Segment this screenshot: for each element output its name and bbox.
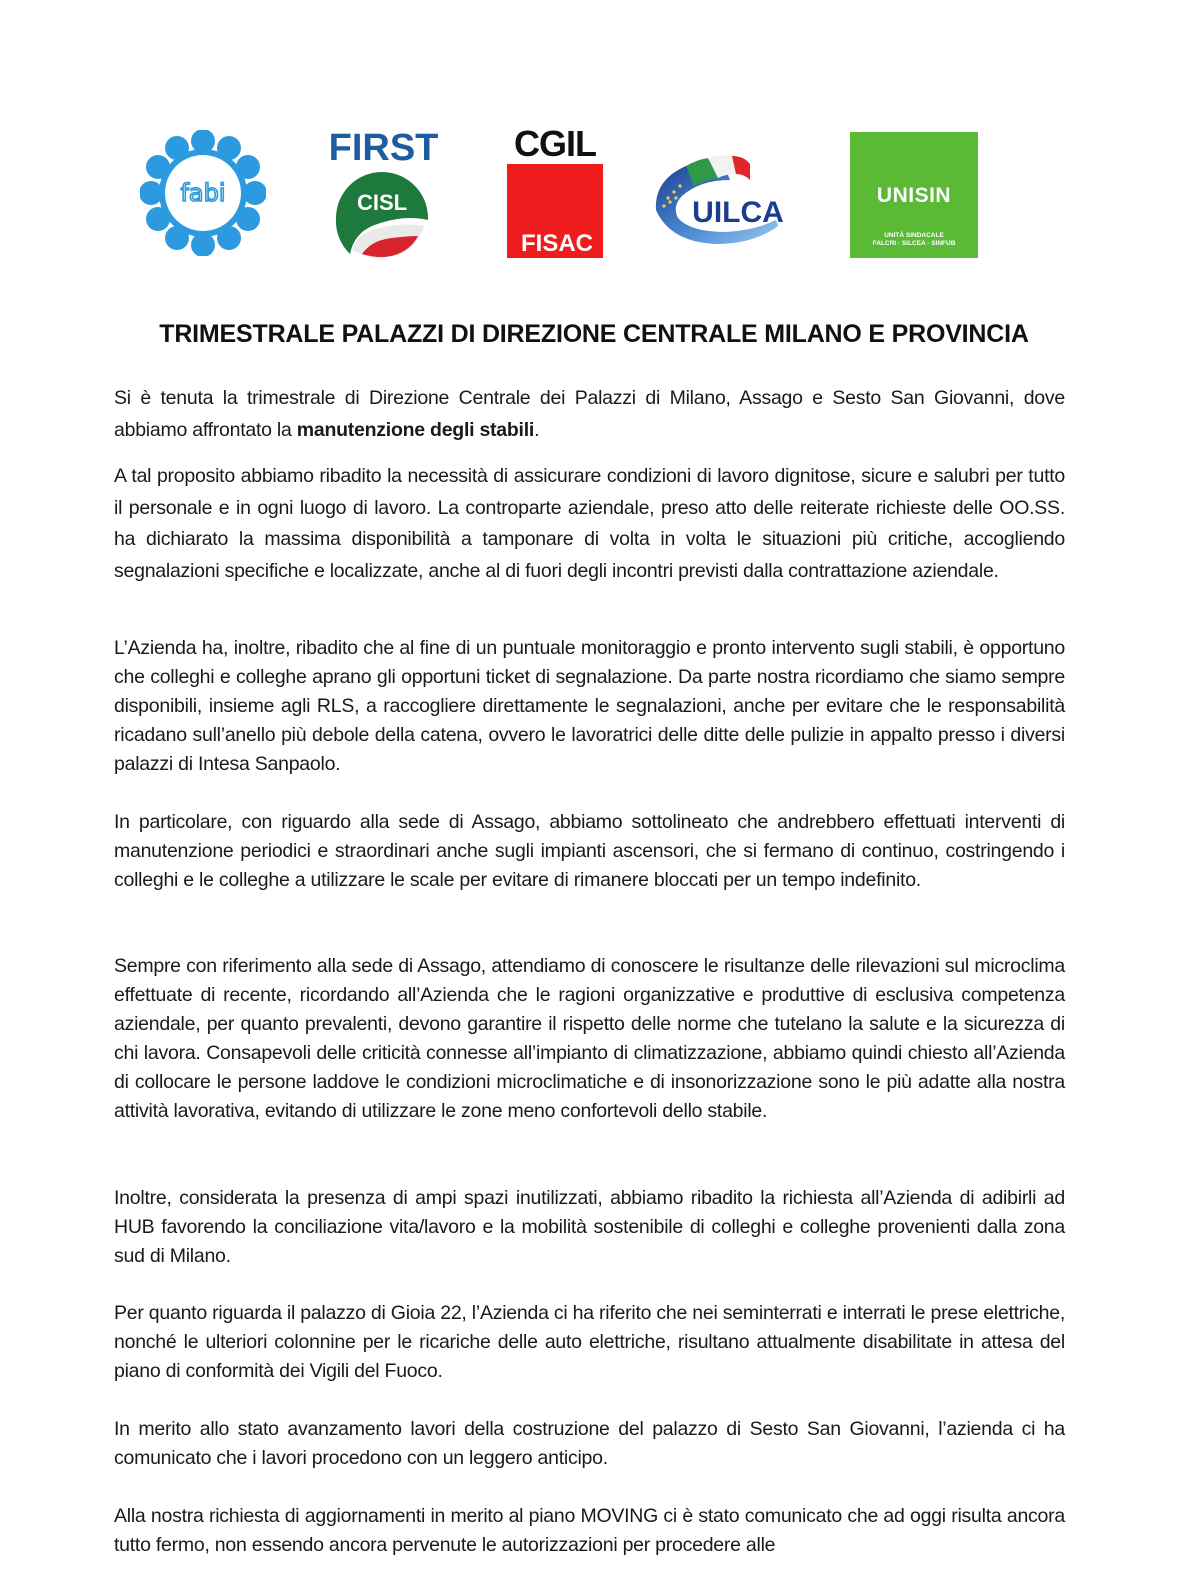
fabi-flower-icon bbox=[140, 130, 266, 256]
paragraph-hub bbox=[114, 1184, 1065, 1271]
paragraph-intro-emphasis: manutenzione degli stabili bbox=[296, 418, 535, 441]
first-text: FIRST bbox=[328, 127, 439, 169]
paragraph-text: Per quanto riguarda il palazzo di Gioia 22, l’Azienda ci ha riferito che nei seminterrati e interrati le prese elettriche, nonché le ulteriori colonnine per le ricariche delle auto elettriche, risultano attualmente disabilitate in attesa del piano di conformità dei Vigili del Fuoco. bbox=[114, 1302, 1065, 1382]
fisac-red-block bbox=[507, 164, 603, 258]
paragraph-text: In particolare, con riguardo alla sede di Assago, abbiamo sottolineato che andrebbero effettuati interventi di manutenzione periodici e straordinari anche sugli impianti ascensori, che si fermano di continuo, costringendo i colleghi e le colleghe a utilizzare le scale per evitare di rimanere bloccati per un tempo indefinito. bbox=[114, 811, 1065, 891]
paragraph-intro-text: Si è tenuta la trimestrale di Direzione Centrale dei Palazzi di Milano, Assago e Sesto San Giovanni, dove abbiamo affrontato la bbox=[114, 387, 1065, 441]
unisin-sub-line-2: FALCRI · SILCEA · SINFUB bbox=[872, 240, 956, 247]
svg-text:UILCA: UILCA bbox=[692, 196, 784, 229]
paragraph-moving bbox=[114, 1502, 1065, 1560]
union-logos-row bbox=[0, 123, 1188, 268]
cisl-emblem-icon bbox=[332, 170, 432, 258]
paragraph-text: Alla nostra richiesta di aggiornamenti in merito al piano MOVING ci è stato comunicato che ad oggi risulta ancora tutto fermo, non essendo ancora pervenute le autorizzazioni per procedere alle bbox=[114, 1505, 1065, 1556]
unisin-text: UNISIN bbox=[876, 184, 952, 207]
paragraph-sesto bbox=[114, 1415, 1065, 1473]
first-cisl-logo bbox=[326, 128, 441, 258]
unisin-logo bbox=[850, 132, 978, 258]
paragraph-intro-end: . bbox=[534, 418, 540, 441]
cgil-fisac-logo bbox=[505, 123, 605, 260]
paragraph-text: In merito allo stato avanzamento lavori della costruzione del palazzo di Sesto San Giovanni, l’azienda ci ha comunicato che i lavori procedono con un leggero anticipo. bbox=[114, 1418, 1065, 1469]
paragraph-gioia-22 bbox=[114, 1299, 1065, 1386]
paragraph-text: A tal proposito abbiamo ribadito la necessità di assicurare condizioni di lavoro dignitose, sicure e salubri per tutto il personale e in ogni luogo di lavoro. La controparte aziendale, preso atto delle reiterate richieste delle OO.SS. ha dichiarato la massima disponibilità a tamponare di volta in volta le situazioni più critiche, accogliendo segnalazioni specifiche e localizzate, anche al di fuori degli incontri previsti dalla contrattazione aziendale. bbox=[114, 465, 1065, 582]
unisin-subtitle bbox=[850, 232, 978, 248]
paragraph-text: Sempre con riferimento alla sede di Assago, attendiamo di conoscere le risultanze delle rilevazioni sul microclima effettuate di recente, ricordando all’Azienda che le ragioni organizzative e produttive di esclusiva competenza aziendale, per quanto prevalenti, devono garantire il rispetto delle norme che tutelano la salute e la sicurezza di chi lavora. Consapevoli delle criticità connesse all’impianto di climatizzazione, abbiamo quindi chiesto all’Azienda di collocare le persone laddove le condizioni microclimatiche e di insonorizzazione sono le più adatte alla nostra attività lavorativa, evitando di utilizzare le zone meno confortevoli dello stabile. bbox=[114, 955, 1065, 1122]
document-title: TRIMESTRALE PALAZZI DI DIREZIONE CENTRALE MILANO E PROVINCIA bbox=[159, 320, 1029, 348]
paragraph-text: L’Azienda ha, inoltre, ribadito che al fine di un puntuale monitoraggio e pronto intervento sugli stabili, è opportuno che colleghi e colleghe aprano gli opportuni ticket di segnalazione. Da parte nostra ricordiamo che siamo sempre disponibili, insieme agli RLS, a raccogliere direttamente le segnalazioni, anche per evitare che le responsabilità ricadano sull’anello più debole della catena, ovvero le lavoratrici delle ditte delle pulizie in appalto presso i diversi palazzi di Intesa Sanpaolo. bbox=[114, 637, 1065, 775]
svg-text:CISL: CISL bbox=[356, 190, 408, 215]
paragraph-intro bbox=[114, 383, 1065, 446]
svg-text:fabi: fabi bbox=[180, 179, 226, 207]
cgil-text: CGIL bbox=[514, 123, 596, 164]
fisac-text: FISAC bbox=[521, 230, 593, 257]
paragraph-tickets bbox=[114, 634, 1065, 779]
paragraph-text: Inoltre, considerata la presenza di ampi spazi inutilizzati, abbiamo ribadito la richiesta all’Azienda di adibirli ad HUB favorendo la conciliazione vita/lavoro e la mobilità sostenibile di colleghi e colleghe provenienti dalla zona sud di Milano. bbox=[114, 1187, 1065, 1267]
unisin-sub-line-1: UNITÀ SINDACALE bbox=[884, 232, 944, 239]
uilca-logo bbox=[646, 140, 798, 250]
paragraph-microclimate bbox=[114, 952, 1065, 1126]
uilca-ring-icon bbox=[646, 140, 798, 250]
fabi-logo bbox=[140, 130, 266, 256]
paragraph-elevators bbox=[114, 808, 1065, 895]
paragraph-working-conditions bbox=[114, 461, 1065, 587]
